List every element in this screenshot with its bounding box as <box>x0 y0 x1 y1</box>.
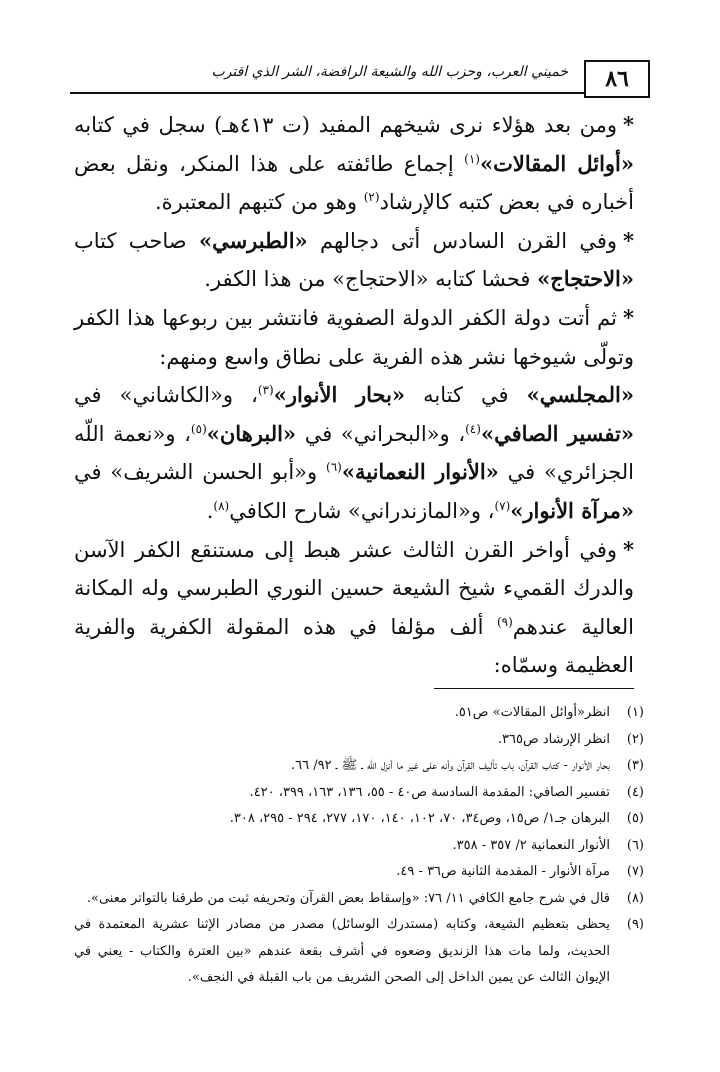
footnote <box>74 912 644 992</box>
footnote <box>74 859 644 886</box>
footnote-separator <box>434 688 634 689</box>
footnote-number: (٣) <box>626 758 644 773</box>
footnote-number: (٩) <box>626 917 644 932</box>
footnote <box>74 886 644 913</box>
paragraph-1 <box>74 106 634 222</box>
book-title: «بحار الأنوار» <box>273 382 406 408</box>
text-run: إجماع طائفته على هذا المنكر، ونقل بعض أخباره في بعض كتبه كالإرشاد <box>74 151 634 215</box>
paragraph-3 <box>74 299 634 376</box>
footnote-ref: (٥) <box>190 421 207 436</box>
footnote <box>74 806 644 833</box>
paragraph-2 <box>74 222 634 299</box>
text-run: ، و«المازندراني» شارح الكافي <box>229 498 495 523</box>
running-title: خميني العرب، وحزب الله والشيعة الرافضة، الشر الذي اقترب <box>211 64 568 80</box>
page-number: ٨٦ <box>584 60 650 98</box>
bullet-star: * <box>623 536 634 562</box>
footnotes <box>74 700 644 992</box>
text-run: . <box>206 498 214 523</box>
book-title: «الأنوار النعمانية» <box>341 459 499 485</box>
text-run: ألف مؤلفا في هذه المقولة الكفرية والفرية العظيمة وسمّاه: <box>74 614 634 678</box>
footnote-ref: (٦) <box>326 460 342 475</box>
book-title: «أوائل المقالات» <box>479 150 635 176</box>
footnote-text: انظر الإرشاد ص٣٦٥. <box>497 731 610 747</box>
footnote-ref: (٩) <box>496 614 513 629</box>
footnote-text: انظر«أوائل المقالات» ص٥١. <box>454 705 610 720</box>
footnote-ref: (٨) <box>213 498 230 513</box>
footnote-ref: (١) <box>464 151 480 166</box>
person-name: «الطبرسي» <box>198 227 308 253</box>
text-run: صاحب كتاب <box>74 228 199 253</box>
book-title: «مرآة الأنوار» <box>510 497 634 523</box>
footnote-ref: (٤) <box>465 421 481 436</box>
text-run: في كتابه <box>405 383 527 408</box>
footnote <box>74 727 644 754</box>
book-title: «الاحتجاج» <box>537 266 634 292</box>
book-title: «البرهان» <box>206 420 297 446</box>
text-run: ، و«نعمة اللّه الجزائري» في <box>74 421 634 485</box>
text-run: و«أبو الحسن الشريف» في <box>74 460 327 485</box>
footnote-ref: (٧) <box>494 498 511 513</box>
text-run: ثم أتت دولة الكفر الدولة الصفوية فانتشر بين ربوعها هذا الكفر وتولّى شيوخها نشر هذه الفرية على نطاق واسع ومنهم: <box>74 305 634 369</box>
paragraph-5 <box>74 531 634 685</box>
footnote-text: قال في شرح جامع الكافي ١١/ ٧٦: «وإسقاط بعض القرآن وتحريفه ثبت من طرقنا بالتواتر معنى». <box>86 890 610 906</box>
text-run: ومن بعد هؤلاء نرى شيخهم المفيد (ت ٤١٣هـ) سجل في كتابه <box>74 113 618 137</box>
footnote-text: يحظى بتعظيم الشيعة، وكتابه (مستدرك الوسائل) مصدر من مصادر الإثنا عشرية المعتمدة في الحديث، ولما مات هذا الزنديق وضعوه في أشرف بقعة عندهم «بين العترة والكتاب - يعني في الإيوان الثالث عن يمين الداخل إلى الصحن الشريف من باب القبلة في النجف». <box>74 917 610 985</box>
footnote-text: البرهان جـ١/ ص١٥، وص٣٤، ٧٠، ١٠٢، ١٤٠، ١٧٠، ٢٧٧، ٢٩٤ - ٢٩٥، ٣٠٨. <box>229 811 610 826</box>
footnote-number: (٦) <box>626 837 644 853</box>
footnote-number: (٤) <box>626 784 644 800</box>
footnote <box>74 780 644 807</box>
text-run: وفي القرن السادس أتى دجالهم <box>307 228 618 253</box>
footnote-number: (٢) <box>626 731 644 747</box>
main-text <box>74 106 634 685</box>
footnote-text: تفسير الصافي: المقدمة السادسة ص٤٠ - ٥٥، ١٣٦، ١٦٣، ٣٩٩، ٤٢٠. <box>249 784 610 800</box>
footnote-number: (٧) <box>626 864 644 879</box>
footnote-number: (٥) <box>626 811 644 826</box>
text-run: ، و«الكاشاني» في <box>74 383 258 408</box>
footnote-ref: (٣) <box>257 383 274 398</box>
bullet-star: * <box>623 227 635 253</box>
footnote-text: الأنوار النعمانية ٢/ ٣٥٧ - ٣٥٨. <box>452 837 610 853</box>
text-run: وهو من كتبهم المعتبرة. <box>154 190 364 215</box>
person-name: «المجلسي» <box>526 382 634 408</box>
paragraph-4 <box>74 376 634 530</box>
book-title: «تفسير الصافي» <box>480 420 634 446</box>
text-run: فحشا كتابه «الاحتجاج» من هذا الكفر. <box>204 267 538 292</box>
footnote-text: مرآة الأنوار - المقدمة الثانية ص٣٦ - ٤٩. <box>396 864 610 879</box>
footnote-ref: (٢) <box>363 190 380 205</box>
footnote <box>74 833 644 860</box>
footnote <box>74 753 644 780</box>
bullet-star: * <box>623 112 634 137</box>
footnote-text: بحار الأنوار - كتاب القرآن، باب تأليف القرآن وأنه على غير ما أنزل الله ـ ﷺ ـ ٩٢/ ٦٦. <box>290 758 610 773</box>
page-header <box>70 60 650 96</box>
text-run: وفي أواخر القرن الثالث عشر هبط إلى مستنقع الكفر الآسن والدرك القميء شيخ الشيعة حسين النوري الطبرسي وله المكانة العالية عندهم <box>74 537 634 639</box>
footnote-number: (٨) <box>626 890 644 906</box>
footnote-number: (١) <box>626 705 644 720</box>
header-rule <box>70 92 586 94</box>
bullet-star: * <box>623 304 634 330</box>
footnote <box>74 700 644 727</box>
text-run: ، و«البحراني» في <box>296 421 466 446</box>
